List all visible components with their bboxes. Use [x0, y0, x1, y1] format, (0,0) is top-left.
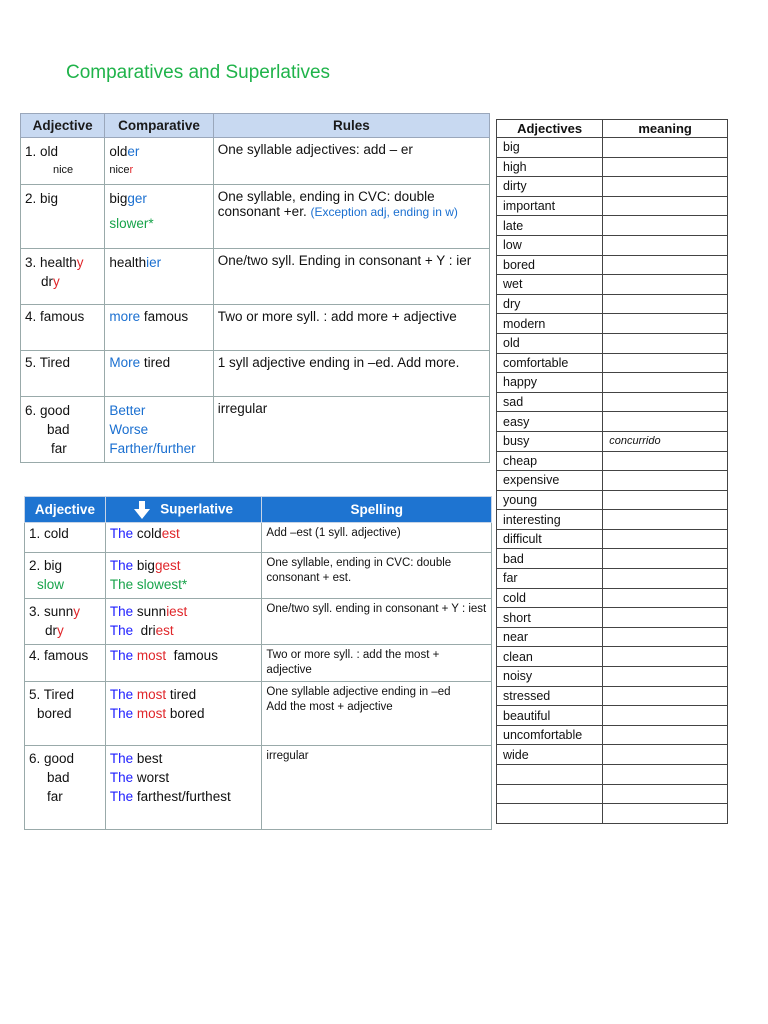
meaning-cell: [603, 333, 728, 353]
page-title: Comparatives and Superlatives: [66, 62, 331, 83]
table-row: [21, 397, 490, 463]
superlative-cell: [105, 682, 262, 746]
adjective-cell: [21, 397, 105, 463]
word-stem: old: [109, 144, 128, 159]
adjective-word: happy: [497, 373, 603, 393]
rule-cell: One syllable adjectives: add – er: [213, 138, 489, 185]
meaning-cell: [603, 529, 728, 549]
table-row: [497, 784, 728, 804]
table-row: [25, 746, 492, 830]
word-suffix: est: [155, 623, 174, 638]
table-row: [497, 333, 728, 353]
table-row: [497, 510, 728, 530]
adjective-word: old: [497, 333, 603, 353]
adjective-text: far: [47, 789, 63, 804]
col-header-superlative: [105, 497, 262, 523]
superlative-cell: [105, 553, 262, 599]
meaning-cell: [603, 667, 728, 687]
table-row: [497, 686, 728, 706]
comparative-cell: [105, 249, 213, 305]
word-suffix: y: [73, 604, 81, 619]
table-row: [497, 235, 728, 255]
adjective-text: bad: [47, 422, 70, 437]
table-row: [497, 667, 728, 687]
adjective-word: big: [497, 138, 603, 158]
adjective-word: short: [497, 608, 603, 628]
table-row: [497, 314, 728, 334]
adjective-word: comfortable: [497, 353, 603, 373]
rule-cell: irregular: [213, 397, 489, 463]
col-header-comparative: Comparative: [105, 114, 213, 138]
adjective-word: near: [497, 627, 603, 647]
adjective-cell: [25, 682, 106, 746]
adjective-word: noisy: [497, 667, 603, 687]
adjectives-table: [496, 119, 728, 824]
meaning-cell: [603, 569, 728, 589]
table-row: [497, 294, 728, 314]
rule-cell: [213, 185, 489, 249]
table-row: [497, 157, 728, 177]
word-stem: best: [133, 751, 163, 766]
table-row: [497, 765, 728, 785]
table-row: [497, 138, 728, 158]
superlative-cell: [105, 599, 262, 645]
adjective-text: 5. Tired: [29, 687, 75, 702]
word-the: The: [109, 526, 134, 541]
table-row: [497, 490, 728, 510]
table-row: [497, 255, 728, 275]
adjective-text: bored: [37, 706, 72, 721]
word-stem: health: [109, 255, 147, 270]
word-stem: 3. sunn: [29, 604, 74, 619]
meaning-cell: [603, 510, 728, 530]
adjective-word: busy: [497, 431, 603, 451]
adjective-cell: [25, 599, 106, 645]
word-stem: big: [133, 558, 155, 573]
rule-note: (Exception adj, ending in w): [310, 205, 458, 219]
adjective-text: 6. good: [29, 751, 75, 766]
table-row: [497, 471, 728, 491]
adjective-text: 1. old: [25, 144, 59, 159]
word-stem: dri: [133, 623, 156, 638]
adjective-text: slow: [37, 577, 65, 592]
adjective-text: 2. big: [29, 558, 63, 573]
superlative-cell: [105, 645, 262, 682]
adjective-text: nice: [53, 164, 74, 176]
adjective-word: low: [497, 235, 603, 255]
adjective-text: 6. good: [25, 403, 71, 418]
word-most: most: [133, 706, 167, 721]
adjective-text: 2. big: [25, 191, 59, 206]
word-more: More: [109, 355, 141, 370]
word-most: most: [133, 687, 167, 702]
word-the: The: [109, 623, 134, 638]
word-stem: famous: [166, 648, 218, 663]
adjective-word: [497, 765, 603, 785]
word-the: The: [109, 604, 134, 619]
rule-cell: irregular: [262, 746, 492, 830]
word-the: The: [109, 558, 134, 573]
table-row: [25, 523, 492, 553]
meaning-cell: [603, 627, 728, 647]
table-row: [25, 553, 492, 599]
meaning-cell: [603, 471, 728, 491]
superlative-cell: [105, 746, 262, 830]
down-arrow-icon: [134, 501, 150, 519]
meaning-cell: [603, 157, 728, 177]
adjective-word: dry: [497, 294, 603, 314]
word-suffix: ier: [146, 255, 162, 270]
adjective-word: dirty: [497, 177, 603, 197]
word-stem: tired: [140, 355, 171, 370]
meaning-cell: [603, 588, 728, 608]
word-the: The: [109, 789, 134, 804]
meaning-cell: [603, 392, 728, 412]
word-the: The: [109, 648, 134, 663]
meaning-cell: [603, 235, 728, 255]
meaning-cell: [603, 138, 728, 158]
meaning-cell: [603, 647, 728, 667]
adjective-word: beautiful: [497, 706, 603, 726]
exception-word: slower*: [109, 216, 154, 231]
word-the: The: [109, 687, 134, 702]
table-row: [497, 588, 728, 608]
meaning-cell: [603, 196, 728, 216]
adjective-cell: 5. Tired: [21, 351, 105, 397]
word-stem: dr: [45, 623, 58, 638]
adjective-word: cheap: [497, 451, 603, 471]
meaning-cell: [603, 275, 728, 295]
comparative-table: [20, 113, 490, 463]
rule-text: Add the most + adjective: [266, 701, 393, 713]
adjective-word: bad: [497, 549, 603, 569]
adjective-word: wet: [497, 275, 603, 295]
table-row: [497, 392, 728, 412]
adjective-cell: 4. famous: [21, 305, 105, 351]
col-header-adjective: Adjective: [25, 497, 106, 523]
comparative-cell: [105, 185, 213, 249]
table-row: [25, 682, 492, 746]
comparative-cell: [105, 351, 213, 397]
table-row: [497, 529, 728, 549]
word-suffix: er: [127, 144, 140, 159]
irregular-word: Farther/further: [109, 441, 196, 456]
table-row: [497, 431, 728, 451]
meaning-cell: [603, 549, 728, 569]
table-row: [497, 196, 728, 216]
rule-text: One syllable, ending in CVC: double consonant +er.: [217, 189, 435, 219]
table-row: [21, 305, 490, 351]
rule-cell: Add –est (1 syll. adjective): [262, 523, 492, 553]
word-the: The: [109, 770, 134, 785]
table-row: [497, 353, 728, 373]
meaning-cell: [603, 706, 728, 726]
adjective-word: [497, 804, 603, 824]
adjective-word: [497, 784, 603, 804]
rule-cell: [262, 682, 492, 746]
meaning-cell: [603, 314, 728, 334]
adjective-word: interesting: [497, 510, 603, 530]
adjective-word: expensive: [497, 471, 603, 491]
rule-cell: Two or more syll. : add more + adjective: [213, 305, 489, 351]
adjective-word: important: [497, 196, 603, 216]
word-stem: cold: [133, 526, 162, 541]
word-stem: 3. health: [25, 255, 77, 270]
meaning-cell: [603, 177, 728, 197]
adjective-cell: [21, 138, 105, 185]
meaning-cell: [603, 294, 728, 314]
adjective-word: late: [497, 216, 603, 236]
meaning-cell: [603, 490, 728, 510]
word-suffix: est: [161, 526, 180, 541]
comparative-cell: [105, 397, 213, 463]
table-row: [497, 275, 728, 295]
meaning-cell: [603, 784, 728, 804]
word-stem: farthest/furthest: [133, 789, 231, 804]
meaning-cell: [603, 804, 728, 824]
word-stem: nice: [109, 164, 130, 176]
comparative-cell: [105, 305, 213, 351]
rule-cell: Two or more syll. : add the most + adjective: [262, 645, 492, 682]
meaning-cell: concurrido: [603, 431, 728, 451]
col-header-spelling: Spelling: [262, 497, 492, 523]
table-row: [21, 185, 490, 249]
adjective-word: far: [497, 569, 603, 589]
adjective-cell: [21, 249, 105, 305]
table-row: [497, 451, 728, 471]
word-suffix: y: [76, 255, 84, 270]
table-row: [25, 599, 492, 645]
meaning-cell: [603, 745, 728, 765]
comparative-cell: [105, 138, 213, 185]
adjective-word: uncomfortable: [497, 725, 603, 745]
word-suffix: ger: [127, 191, 147, 206]
meaning-cell: [603, 686, 728, 706]
adjective-word: young: [497, 490, 603, 510]
rule-cell: One/two syll. Ending in consonant + Y : ier: [213, 249, 489, 305]
table-row: [497, 549, 728, 569]
table-row: [497, 373, 728, 393]
word-most: most: [133, 648, 167, 663]
word-stem: worst: [133, 770, 170, 785]
adjective-cell: [25, 553, 106, 599]
adjective-text: bad: [47, 770, 70, 785]
word-stem: dr: [41, 274, 54, 289]
col-header-meaning: meaning: [603, 120, 728, 138]
col-header-adjective: Adjective: [21, 114, 105, 138]
word-suffix: gest: [154, 558, 181, 573]
adjective-word: difficult: [497, 529, 603, 549]
rule-cell: 1 syll adjective ending in –ed. Add more.: [213, 351, 489, 397]
adjective-text: far: [51, 441, 67, 456]
exception-word: The slowest*: [109, 577, 188, 592]
table-row: [497, 627, 728, 647]
word-stem: famous: [140, 309, 189, 324]
adjective-cell: 1. cold: [25, 523, 106, 553]
table-row: [25, 645, 492, 682]
table-row: [21, 351, 490, 397]
word-stem: sunn: [133, 604, 167, 619]
table-row: [497, 804, 728, 824]
table-row: [497, 177, 728, 197]
table-row: [497, 647, 728, 667]
adjective-word: bored: [497, 255, 603, 275]
word-more: more: [109, 309, 141, 324]
table-row: [497, 745, 728, 765]
meaning-cell: [603, 412, 728, 432]
table-row: [497, 725, 728, 745]
header-label: Superlative: [160, 501, 234, 517]
adjective-word: cold: [497, 588, 603, 608]
meaning-cell: [603, 373, 728, 393]
irregular-word: Worse: [109, 422, 149, 437]
meaning-cell: [603, 608, 728, 628]
meaning-cell: [603, 451, 728, 471]
word-the: The: [109, 706, 134, 721]
word-suffix: r: [129, 164, 134, 176]
word-suffix: y: [57, 623, 64, 638]
superlative-cell: [105, 523, 262, 553]
adjective-word: stressed: [497, 686, 603, 706]
col-header-rules: Rules: [213, 114, 489, 138]
adjectives-table-body: [497, 138, 728, 824]
rule-text: One syllable adjective ending in –ed: [266, 686, 451, 698]
superlative-table: [24, 496, 492, 830]
table-row: [497, 706, 728, 726]
table-row: [497, 608, 728, 628]
adjective-word: easy: [497, 412, 603, 432]
irregular-word: Better: [109, 403, 146, 418]
table-row: [21, 138, 490, 185]
rule-cell: One syllable, ending in CVC: double consonant + est.: [262, 553, 492, 599]
adjective-word: wide: [497, 745, 603, 765]
meaning-cell: [603, 255, 728, 275]
meaning-cell: [603, 725, 728, 745]
adjective-cell: 4. famous: [25, 645, 106, 682]
meaning-cell: [603, 216, 728, 236]
word-stem: big: [109, 191, 128, 206]
adjective-cell: [25, 746, 106, 830]
table-row: [21, 249, 490, 305]
adjective-word: modern: [497, 314, 603, 334]
col-header-adjectives: Adjectives: [497, 120, 603, 138]
rule-cell: One/two syll. ending in consonant + Y : iest: [262, 599, 492, 645]
adjective-cell: [21, 185, 105, 249]
word-the: The: [109, 751, 134, 766]
word-suffix: y: [53, 274, 60, 289]
adjective-word: clean: [497, 647, 603, 667]
word-suffix: iest: [166, 604, 188, 619]
table-row: [497, 216, 728, 236]
word-stem: bored: [166, 706, 205, 721]
word-stem: tired: [166, 687, 197, 702]
table-row: [497, 569, 728, 589]
adjective-word: sad: [497, 392, 603, 412]
table-row: [497, 412, 728, 432]
adjective-word: high: [497, 157, 603, 177]
meaning-cell: [603, 765, 728, 785]
meaning-cell: [603, 353, 728, 373]
